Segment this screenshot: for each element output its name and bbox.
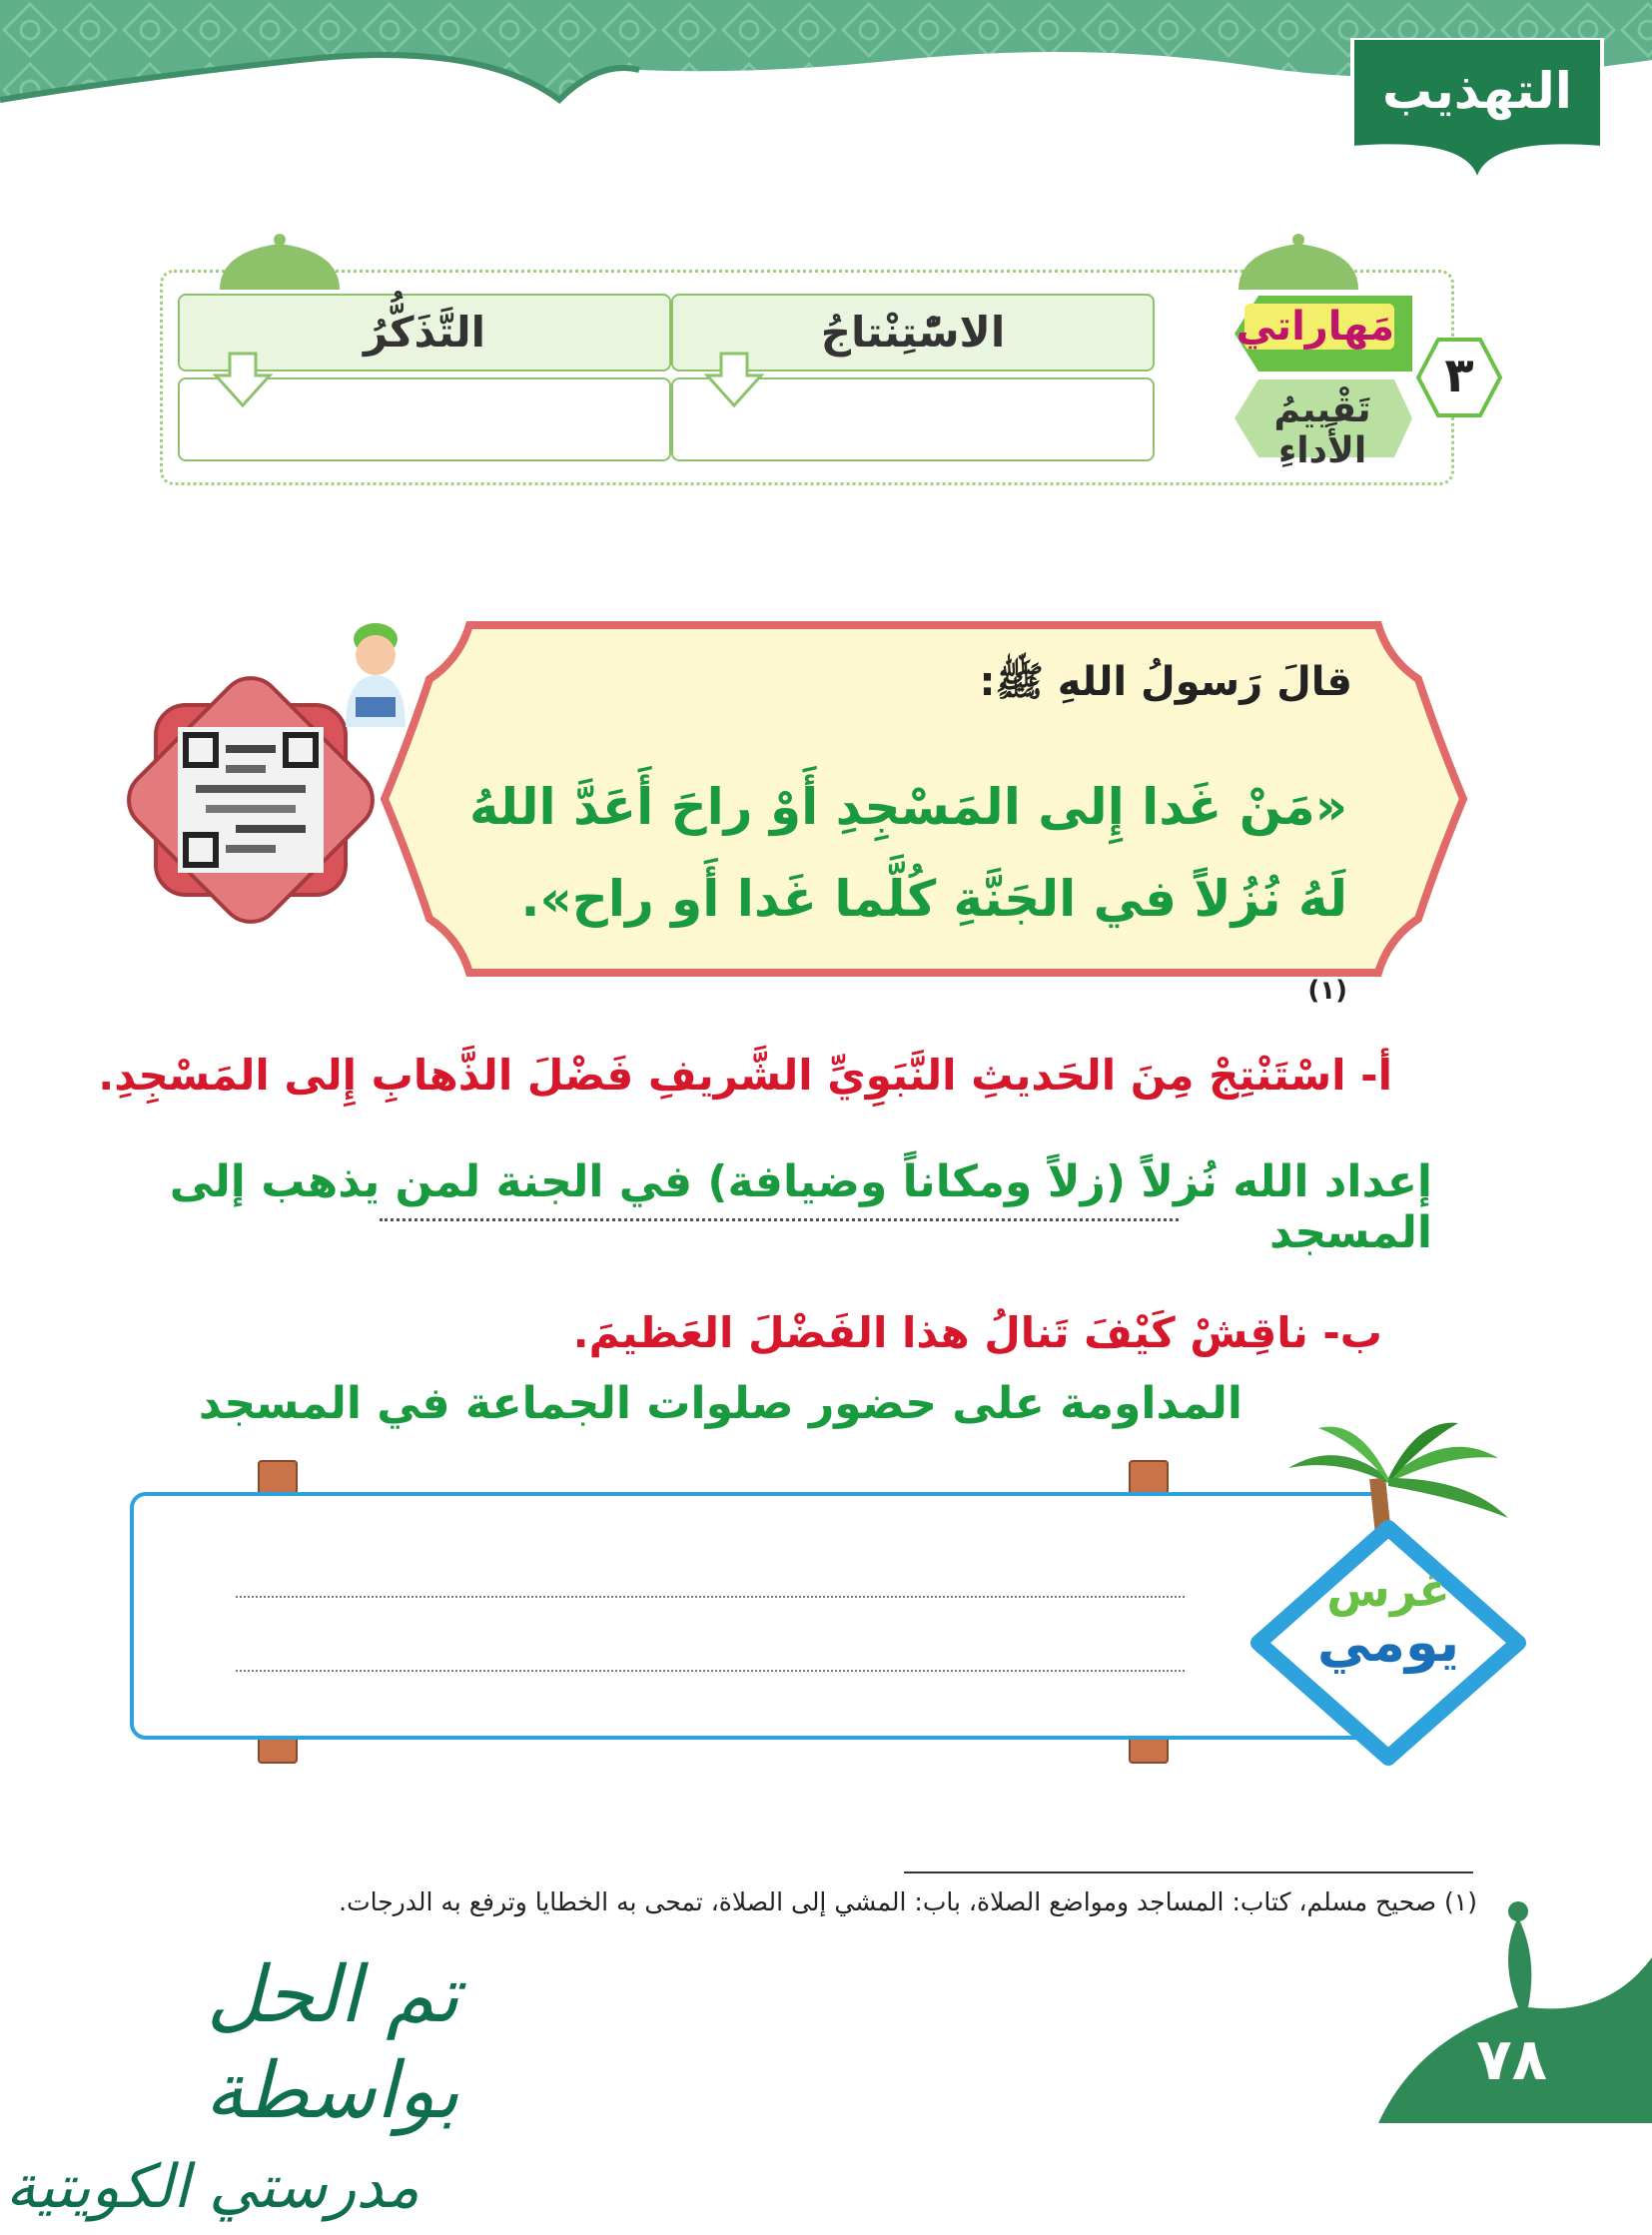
write-line[interactable]	[236, 1670, 1185, 1672]
page-number: ٧٨	[1476, 2025, 1547, 2093]
section-number: ٣	[1444, 348, 1474, 403]
answer-a-line	[380, 1218, 1179, 1221]
question-b: ب- ناقِشْ كَيْفَ تَنالُ هذا الفَضْلَ العَظيمَ.	[572, 1308, 1382, 1357]
footnote-ref: (١)	[1307, 976, 1347, 1006]
dome-ornament-left	[215, 232, 345, 292]
footnote-divider	[904, 1871, 1473, 1873]
arrow-down-icon	[703, 352, 765, 409]
skill-column-deduction-label: الاسّْتِنْتاجُ	[820, 308, 1006, 357]
hadith-body: «مَنْ غَدا إِلى المَسْجِدِ أَوْ راحَ أَعَدَّ اللهُ لَهُ نُزُلاً في الجَنَّةِ كُلَّما غَدا أَو راح».	[468, 778, 1347, 928]
dome-ornament-right	[1234, 232, 1363, 292]
assessment-label: تَقْييمُ الأَداءِ	[1273, 389, 1371, 471]
watermark-text	[0, 1947, 459, 2235]
daily-label-bottom: يومي	[1316, 1611, 1460, 1674]
watermark-line-2: مدرستي الكويتية	[5, 2152, 419, 2222]
hadith-intro: قالَ رَسولُ اللهِ ﷺ:	[979, 659, 1352, 705]
watermark-line-1: تم الحل بواسطة	[205, 1950, 459, 2136]
footnote: (١) صحيح مسلم، كتاب: المساجد ومواضع الصلاة، باب: المشي إلى الصلاة، تمحى به الخطايا وترفع به الدرجات.	[339, 1887, 1477, 1916]
skill-column-recall-label: التَّذَكُّرُ	[363, 308, 486, 357]
answer-b: المداومة على حضور صلوات الجماعة في المسجد	[198, 1378, 1242, 1429]
answer-a: إعداد الله نُزلاً (زلاً ومكاناً وضيافة) في الجنة لمن يذهب إلى المسجد	[169, 1156, 1432, 1258]
daily-label-top: غرس	[1326, 1563, 1450, 1617]
skills-label: مَهاراتي	[1236, 304, 1394, 350]
arrow-down-icon	[212, 352, 274, 409]
subject-title: التهذيب	[1382, 62, 1572, 120]
boy-reading-illustration	[326, 617, 425, 737]
write-line[interactable]	[236, 1596, 1185, 1598]
daily-board	[130, 1492, 1386, 1740]
question-a: أ- اسْتَنْتِجْ مِنَ الحَديثِ النَّبَوِيِّ الشَّريفِ فَضْلَ الذَّهابِ إِلى المَسْجِدِ.	[98, 1051, 1392, 1100]
hadith-text	[468, 761, 1347, 1046]
